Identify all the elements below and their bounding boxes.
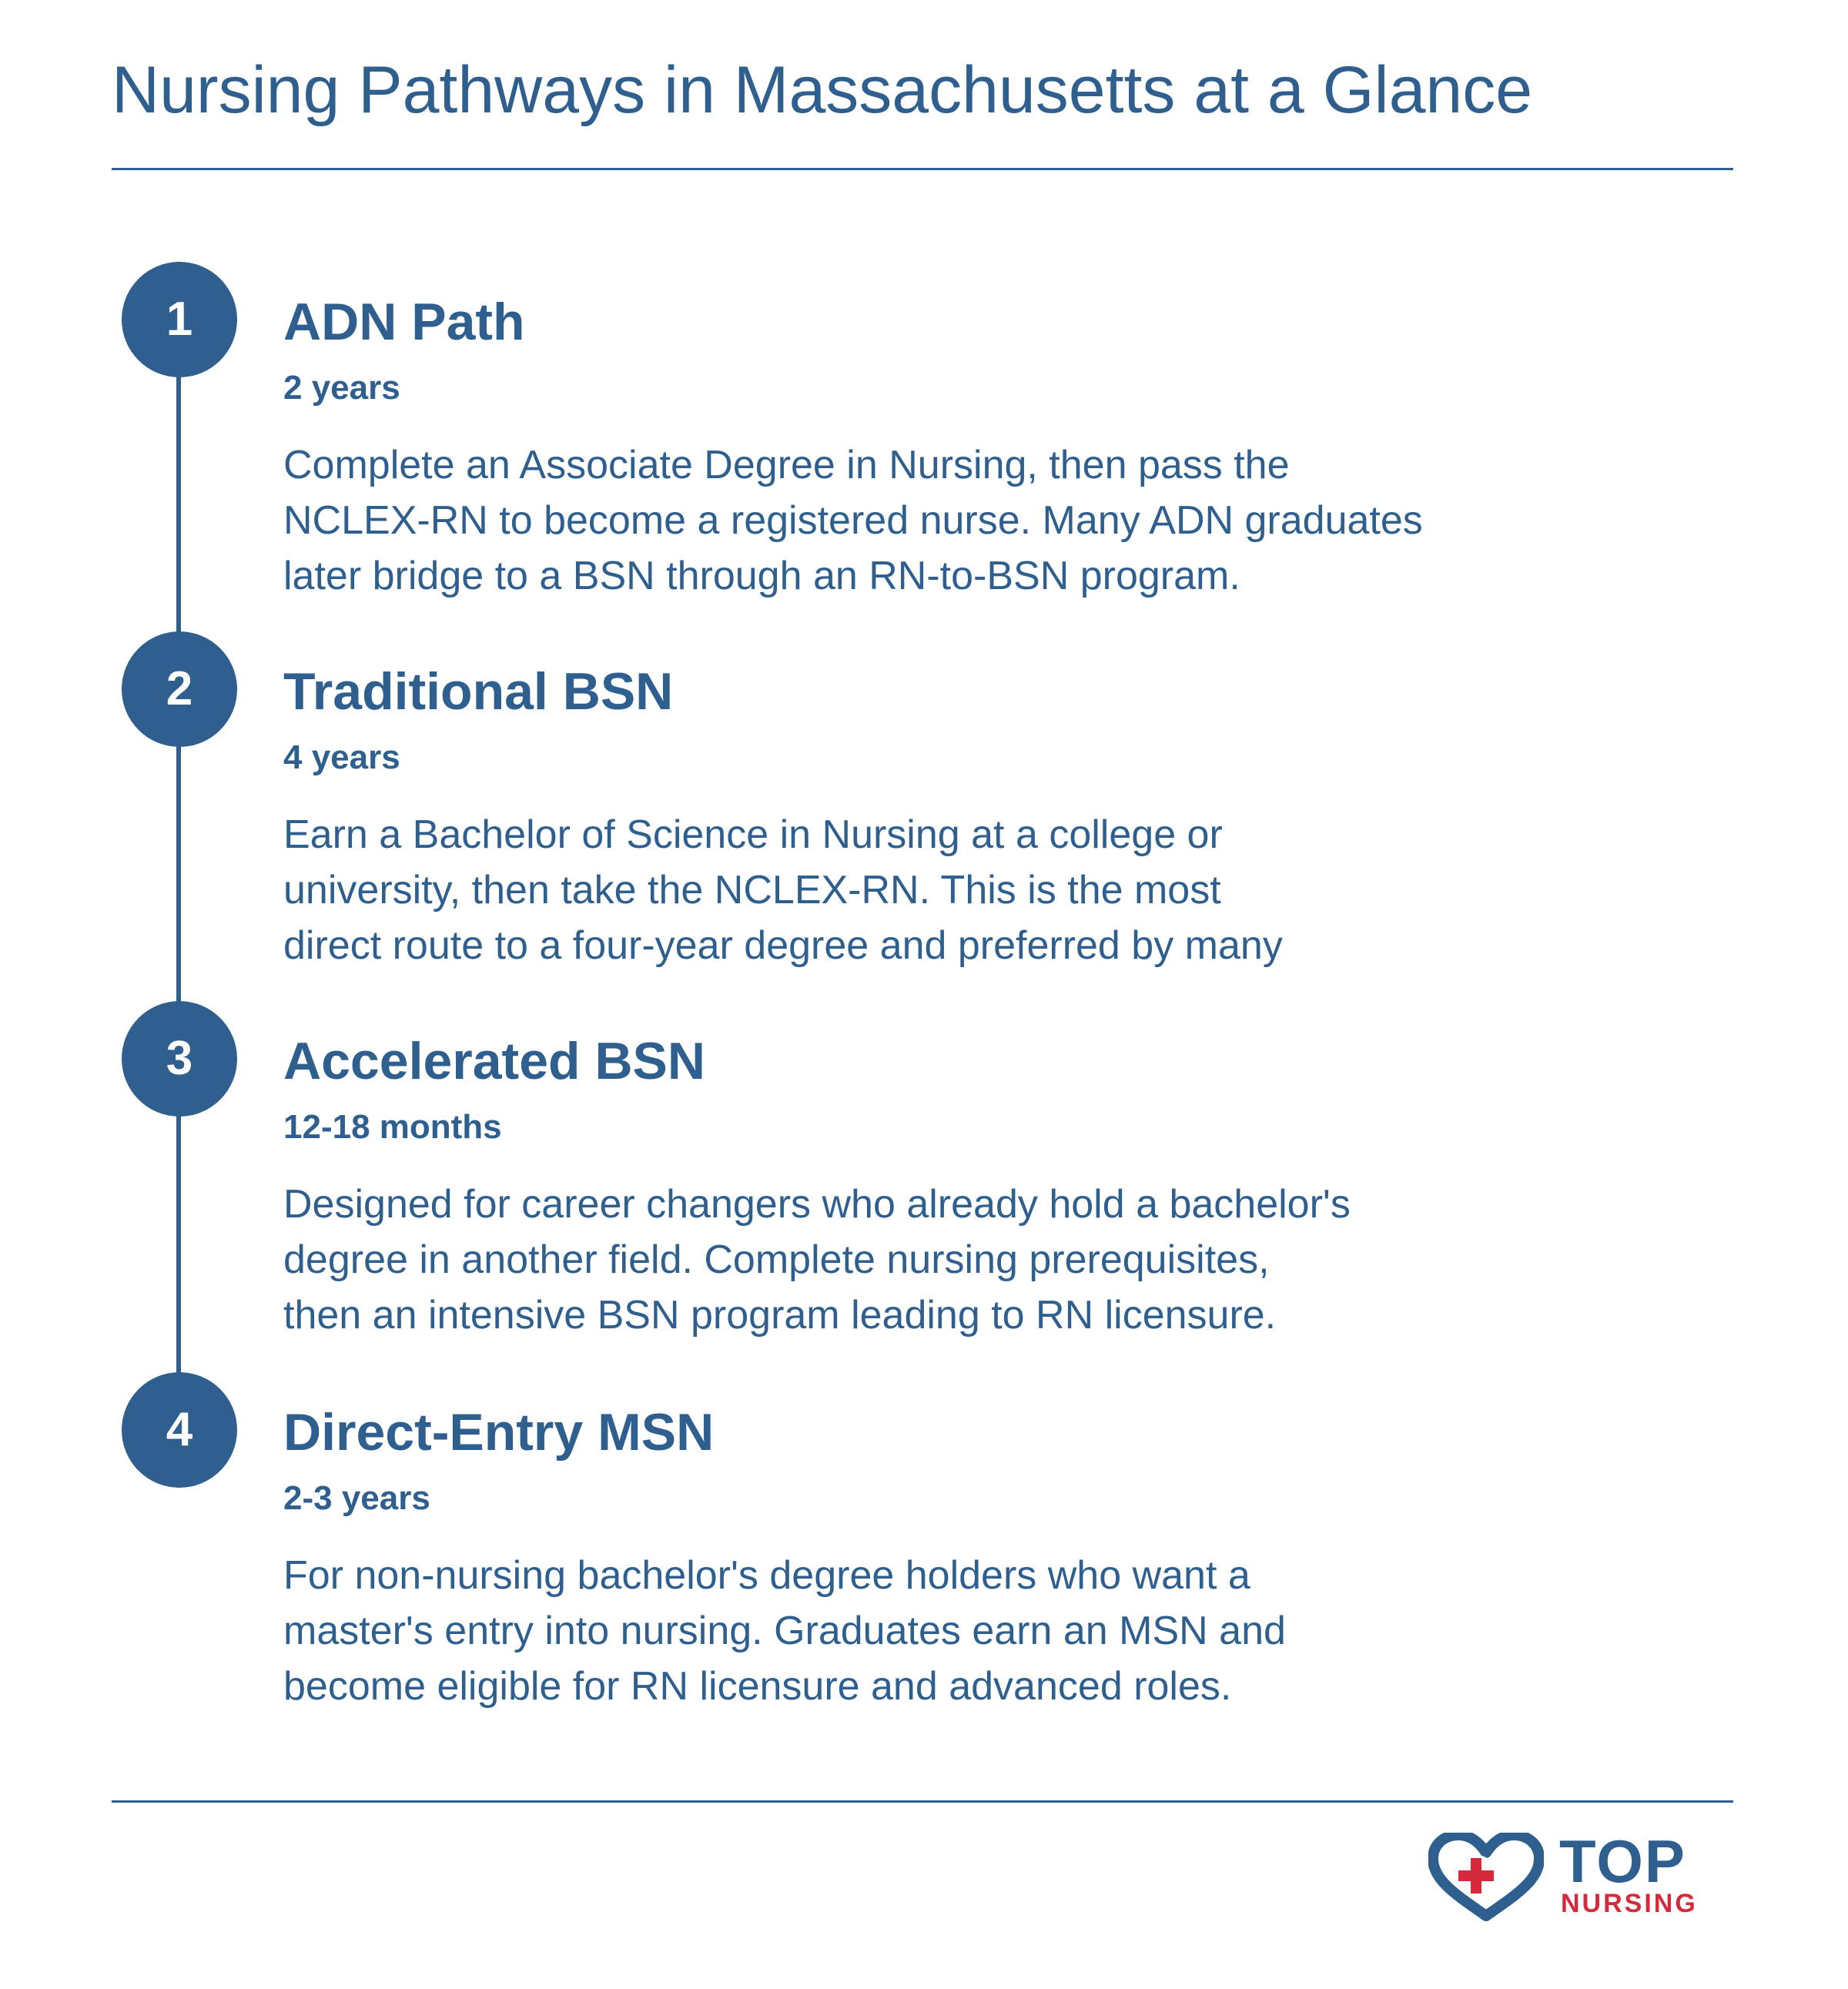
step-description	[283, 1177, 1577, 1343]
step-duration: 2 years	[283, 369, 400, 407]
step-duration: 12-18 months	[283, 1108, 502, 1146]
step-number-badge-3: 3	[122, 1001, 237, 1117]
step-number-badge-1: 1	[122, 262, 237, 377]
top-divider	[112, 168, 1733, 170]
step-description	[283, 1548, 1577, 1714]
timeline-connector-line	[176, 262, 181, 1417]
description-line: master's entry into nursing. Graduates earn an MSN and	[283, 1609, 1286, 1653]
description-line: Designed for career changers who already hold a bachelor's	[283, 1182, 1351, 1227]
page-title: Nursing Pathways in Massachusetts at a Glance	[112, 53, 1533, 127]
description-line: NCLEX-RN to become a registered nurse. Many ADN graduates	[283, 498, 1423, 543]
top-nursing-logo	[1428, 1827, 1736, 1918]
bottom-divider	[112, 1800, 1733, 1803]
description-line: university, then take the NCLEX-RN. This is the most	[283, 868, 1221, 912]
step-duration: 2-3 years	[283, 1479, 430, 1517]
step-number-badge-4: 4	[122, 1372, 237, 1488]
description-line: Earn a Bachelor of Science in Nursing at a college or	[283, 812, 1223, 857]
step-duration: 4 years	[283, 738, 400, 776]
description-line: Complete an Associate Degree in Nursing, then pass the	[283, 443, 1290, 487]
description-line: then an intensive BSN program leading to RN licensure.	[283, 1293, 1277, 1338]
step-title: Accelerated BSN	[283, 1032, 706, 1090]
step-title: ADN Path	[283, 293, 525, 351]
heart-cross-icon	[1428, 1833, 1544, 1921]
description-line: direct route to a four-year degree and preferred by many	[283, 923, 1283, 968]
step-title: Traditional BSN	[283, 662, 674, 721]
step-number-badge-2: 2	[122, 631, 237, 747]
description-line: For non-nursing bachelor's degree holders who want a	[283, 1553, 1250, 1598]
step-description	[283, 807, 1577, 973]
description-line: become eligible for RN licensure and advanced roles.	[283, 1664, 1232, 1709]
logo-text-top: TOP	[1559, 1827, 1686, 1895]
step-description	[283, 437, 1577, 604]
step-title: Direct-Entry MSN	[283, 1403, 715, 1462]
description-line: degree in another field. Complete nursing prerequisites,	[283, 1237, 1270, 1282]
description-line: later bridge to a BSN through an RN-to-BSN program.	[283, 554, 1240, 598]
logo-text-nursing: NURSING	[1561, 1889, 1698, 1918]
